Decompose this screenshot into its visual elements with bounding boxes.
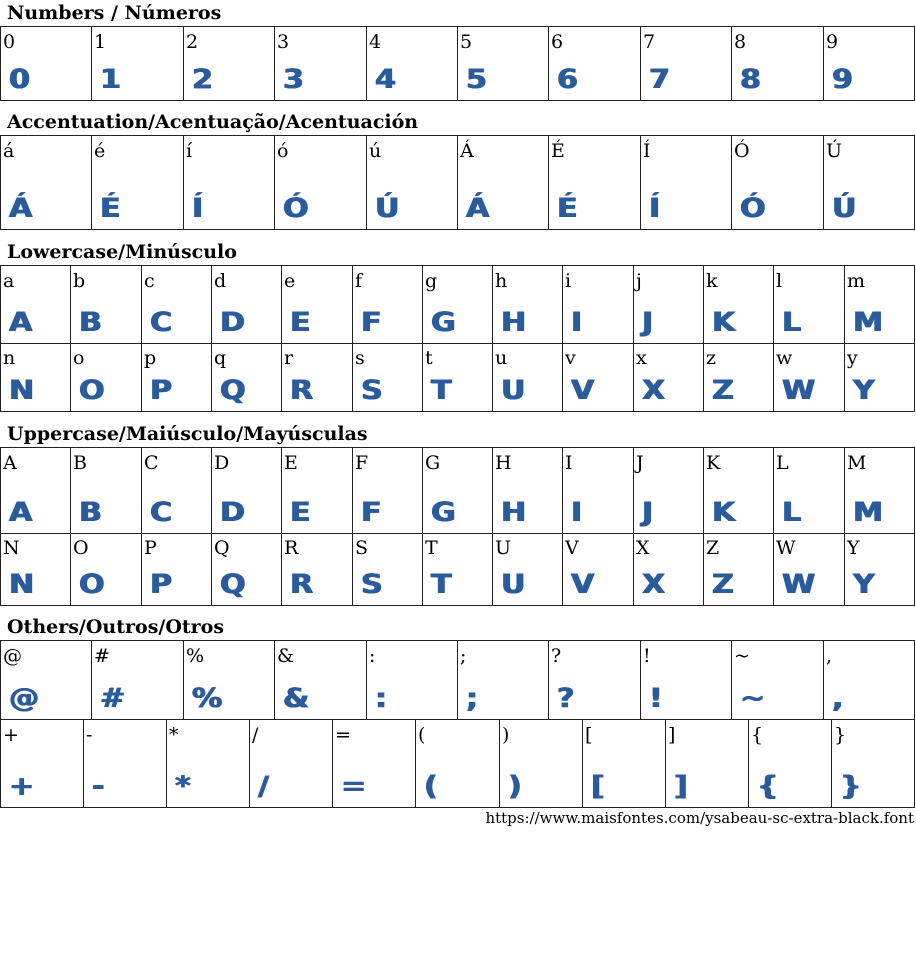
font-glyph-sample: [ <box>591 771 605 802</box>
character-label: 9 <box>826 31 839 53</box>
font-glyph-sample: 7 <box>649 64 671 95</box>
font-glyph-sample: 9 <box>832 64 854 95</box>
character-label: C <box>144 452 159 474</box>
character-label: @ <box>3 645 22 667</box>
font-glyph-sample: K <box>712 307 736 338</box>
glyph-cell <box>583 720 666 807</box>
character-label: X <box>636 537 650 559</box>
font-glyph-sample: Á <box>466 193 490 224</box>
glyph-cell <box>353 448 423 533</box>
glyph-cell <box>92 136 184 229</box>
font-glyph-sample: V <box>571 569 595 600</box>
font-glyph-sample: ] <box>674 771 688 802</box>
glyph-cell <box>71 266 142 343</box>
glyph-cell <box>704 533 774 605</box>
glyph-cell <box>1 448 71 533</box>
character-label: n <box>3 347 16 369</box>
character-label: I <box>565 452 573 474</box>
lowercase-row <box>0 343 915 412</box>
character-label: ? <box>551 645 562 667</box>
glyph-cell <box>282 533 353 605</box>
glyph-cell <box>563 533 634 605</box>
font-glyph-sample: Í <box>649 193 661 224</box>
character-label: d <box>214 270 227 292</box>
font-glyph-sample: Q <box>220 375 246 406</box>
font-glyph-sample: : <box>375 683 388 714</box>
glyph-cell <box>275 136 367 229</box>
glyph-cell <box>212 343 282 411</box>
glyph-cell <box>832 720 915 807</box>
glyph-cell <box>367 136 458 229</box>
character-label: w <box>776 347 793 369</box>
font-glyph-sample: L <box>782 497 802 528</box>
font-glyph-sample: Y <box>853 569 875 600</box>
font-glyph-sample: 1 <box>100 64 122 95</box>
glyph-cell <box>1 27 92 100</box>
character-label: = <box>335 724 351 746</box>
glyph-cell <box>845 266 915 343</box>
character-label: P <box>144 537 157 559</box>
character-label: * <box>169 724 179 746</box>
glyph-cell <box>549 27 641 100</box>
others-title: Others/Outros/Otros <box>7 616 225 638</box>
font-glyph-sample: X <box>642 569 666 600</box>
source-url[interactable]: https://www.maisfontes.com/ysabeau-sc-extra-black.font <box>485 809 914 827</box>
glyph-cell <box>845 533 915 605</box>
font-glyph-sample: Ó <box>283 193 309 224</box>
glyph-cell <box>493 266 563 343</box>
font-glyph-sample: @ <box>9 683 40 714</box>
font-glyph-sample: = <box>341 771 367 802</box>
uppercase-row <box>0 447 915 534</box>
glyph-cell <box>704 448 774 533</box>
font-glyph-sample: E <box>290 307 311 338</box>
glyph-cell <box>749 720 832 807</box>
accents-row <box>0 135 915 230</box>
font-glyph-sample: ? <box>557 683 575 714</box>
font-glyph-sample: M <box>853 307 884 338</box>
glyph-cell <box>84 720 167 807</box>
glyph-cell <box>92 27 184 100</box>
character-label: Á <box>460 140 474 162</box>
uppercase-row <box>0 533 915 606</box>
character-label: ] <box>668 724 676 746</box>
character-label: g <box>425 270 438 292</box>
font-glyph-sample: I <box>571 497 583 528</box>
font-glyph-sample: K <box>712 497 736 528</box>
font-glyph-sample: I <box>571 307 583 338</box>
lowercase-row <box>0 265 915 344</box>
glyph-cell <box>184 136 275 229</box>
glyph-cell <box>549 641 641 719</box>
uppercase-title: Uppercase/Maiúsculo/Mayúsculas <box>7 423 368 445</box>
font-glyph-sample: C <box>150 307 173 338</box>
font-glyph-sample: Á <box>9 193 33 224</box>
font-glyph-sample: + <box>9 771 35 802</box>
glyph-cell <box>704 343 774 411</box>
character-label: U <box>495 537 512 559</box>
others-row <box>0 720 915 808</box>
font-glyph-sample: & <box>283 683 310 714</box>
font-glyph-sample: ; <box>466 683 479 714</box>
glyph-cell <box>92 641 184 719</box>
character-label: 6 <box>551 31 564 53</box>
font-glyph-sample: H <box>501 497 527 528</box>
glyph-cell <box>212 266 282 343</box>
character-label: 7 <box>643 31 656 53</box>
font-glyph-sample: J <box>642 307 654 338</box>
character-label: Ó <box>734 140 750 162</box>
font-glyph-sample: C <box>150 497 173 528</box>
glyph-cell <box>732 641 824 719</box>
glyph-cell <box>641 27 732 100</box>
character-label: E <box>284 452 298 474</box>
character-label: ! <box>643 645 651 667</box>
character-label: 4 <box>369 31 382 53</box>
glyph-cell <box>634 533 704 605</box>
character-label: y <box>847 347 858 369</box>
font-glyph-sample: Ú <box>375 193 400 224</box>
font-glyph-sample: ( <box>424 771 438 802</box>
glyph-cell <box>1 641 92 719</box>
glyph-cell <box>774 533 845 605</box>
glyph-cell <box>563 343 634 411</box>
glyph-cell <box>167 720 250 807</box>
font-glyph-sample: ~ <box>740 683 766 714</box>
character-label: 1 <box>94 31 107 53</box>
font-glyph-sample: % <box>192 683 223 714</box>
font-glyph-sample: O <box>79 569 105 600</box>
font-glyph-sample: Ú <box>832 193 857 224</box>
glyph-cell <box>275 27 367 100</box>
glyph-cell <box>423 448 493 533</box>
character-label: s <box>355 347 365 369</box>
glyph-cell <box>212 533 282 605</box>
glyph-cell <box>824 136 915 229</box>
font-glyph-sample: M <box>853 497 884 528</box>
character-label: p <box>144 347 157 369</box>
font-glyph-sample: R <box>290 375 314 406</box>
font-glyph-sample: , <box>832 683 844 714</box>
font-glyph-sample: F <box>361 307 382 338</box>
character-label: 8 <box>734 31 747 53</box>
character-label: á <box>3 140 15 162</box>
character-label: ; <box>460 645 467 667</box>
character-label: % <box>186 645 205 667</box>
font-glyph-sample: ! <box>649 683 663 714</box>
font-glyph-sample: 6 <box>557 64 579 95</box>
character-label: Í <box>643 140 651 162</box>
font-glyph-sample: F <box>361 497 382 528</box>
glyph-cell <box>333 720 416 807</box>
character-label: Ú <box>826 140 843 162</box>
character-label: 2 <box>186 31 199 53</box>
glyph-cell <box>212 448 282 533</box>
character-label: ) <box>502 724 510 746</box>
font-glyph-sample: } <box>840 771 862 802</box>
font-glyph-sample: G <box>431 497 456 528</box>
font-glyph-sample: { <box>757 771 779 802</box>
font-glyph-sample: ) <box>508 771 522 802</box>
character-label: c <box>144 270 155 292</box>
character-label: G <box>425 452 441 474</box>
font-glyph-sample: 5 <box>466 64 488 95</box>
character-label: : <box>369 645 376 667</box>
character-label: F <box>355 452 369 474</box>
character-label: z <box>706 347 717 369</box>
character-label: e <box>284 270 296 292</box>
glyph-cell <box>416 720 500 807</box>
glyph-cell <box>282 448 353 533</box>
font-glyph-sample: B <box>79 497 103 528</box>
glyph-cell <box>732 136 824 229</box>
font-glyph-sample: U <box>501 375 526 406</box>
glyph-cell <box>774 266 845 343</box>
glyph-cell <box>142 343 212 411</box>
character-label: u <box>495 347 508 369</box>
character-label: 0 <box>3 31 16 53</box>
glyph-cell <box>71 448 142 533</box>
numbers-title: Numbers / Números <box>7 2 222 24</box>
character-label: t <box>425 347 433 369</box>
glyph-cell <box>493 533 563 605</box>
character-label: - <box>86 724 93 746</box>
character-label: i <box>565 270 572 292</box>
character-label: q <box>214 347 227 369</box>
character-label: ( <box>418 724 426 746</box>
character-label: N <box>3 537 20 559</box>
font-glyph-sample: H <box>501 307 527 338</box>
font-glyph-sample: Ó <box>740 193 766 224</box>
character-label: í <box>186 140 193 162</box>
font-glyph-sample: S <box>361 569 383 600</box>
character-label: J <box>636 452 644 474</box>
character-label: ú <box>369 140 382 162</box>
font-glyph-sample: S <box>361 375 383 406</box>
glyph-cell <box>423 343 493 411</box>
font-glyph-sample: D <box>220 497 246 528</box>
font-glyph-sample: E <box>290 497 311 528</box>
glyph-cell <box>774 448 845 533</box>
glyph-cell <box>184 27 275 100</box>
font-glyph-sample: 0 <box>9 64 31 95</box>
character-label: + <box>3 724 19 746</box>
glyph-cell <box>353 266 423 343</box>
font-glyph-sample: T <box>431 569 452 600</box>
character-label: ~ <box>734 645 750 667</box>
glyph-cell <box>549 136 641 229</box>
character-label: l <box>776 270 783 292</box>
glyph-cell <box>666 720 749 807</box>
glyph-cell <box>367 641 458 719</box>
character-label: K <box>706 452 721 474</box>
character-label: & <box>277 645 294 667</box>
glyph-cell <box>458 27 549 100</box>
character-label: a <box>3 270 15 292</box>
font-glyph-sample: T <box>431 375 452 406</box>
character-label: T <box>425 537 438 559</box>
font-glyph-sample: G <box>431 307 456 338</box>
font-glyph-sample: P <box>150 375 173 406</box>
character-label: 3 <box>277 31 290 53</box>
character-label: # <box>94 645 110 667</box>
others-row <box>0 640 915 720</box>
character-label: o <box>73 347 85 369</box>
glyph-cell <box>282 343 353 411</box>
character-label: h <box>495 270 508 292</box>
font-glyph-sample: Z <box>712 375 734 406</box>
font-glyph-sample: R <box>290 569 314 600</box>
font-glyph-sample: W <box>782 569 816 600</box>
glyph-cell <box>71 343 142 411</box>
font-glyph-sample: Y <box>853 375 875 406</box>
glyph-cell <box>824 27 915 100</box>
character-label: f <box>355 270 363 292</box>
character-label: r <box>284 347 294 369</box>
glyph-cell <box>493 343 563 411</box>
glyph-cell <box>563 266 634 343</box>
character-label: R <box>284 537 299 559</box>
glyph-cell <box>423 266 493 343</box>
glyph-cell <box>71 533 142 605</box>
glyph-cell <box>493 448 563 533</box>
font-glyph-sample: J <box>642 497 654 528</box>
font-glyph-sample: 4 <box>375 64 397 95</box>
character-label: ó <box>277 140 289 162</box>
font-glyph-sample: N <box>9 375 35 406</box>
glyph-cell <box>458 136 549 229</box>
glyph-cell <box>563 448 634 533</box>
character-label: W <box>776 537 796 559</box>
font-glyph-sample: U <box>501 569 526 600</box>
glyph-cell <box>845 343 915 411</box>
glyph-cell <box>367 27 458 100</box>
font-glyph-sample: * <box>175 771 191 802</box>
glyph-cell <box>282 266 353 343</box>
glyph-cell <box>458 641 549 719</box>
font-glyph-sample: 2 <box>192 64 214 95</box>
font-glyph-sample: Z <box>712 569 734 600</box>
font-glyph-sample: Í <box>192 193 204 224</box>
font-glyph-sample: D <box>220 307 246 338</box>
font-glyph-sample: 8 <box>740 64 762 95</box>
character-label: x <box>636 347 647 369</box>
character-label: j <box>636 270 642 292</box>
character-label: k <box>706 270 718 292</box>
character-label: Y <box>847 537 860 559</box>
character-label: H <box>495 452 512 474</box>
glyph-cell <box>641 136 732 229</box>
character-label: / <box>252 724 259 746</box>
glyph-cell <box>1 343 71 411</box>
font-glyph-sample: # <box>100 683 126 714</box>
character-label: L <box>776 452 789 474</box>
character-label: , <box>826 645 833 667</box>
character-label: 5 <box>460 31 473 53</box>
character-label: { <box>751 724 764 746</box>
font-glyph-sample: Q <box>220 569 246 600</box>
font-glyph-sample: 3 <box>283 64 305 95</box>
font-glyph-sample: É <box>100 193 121 224</box>
font-glyph-sample: X <box>642 375 666 406</box>
glyph-cell <box>1 533 71 605</box>
character-label: B <box>73 452 87 474</box>
glyph-cell <box>641 641 732 719</box>
glyph-cell <box>704 266 774 343</box>
font-glyph-sample: - <box>92 771 105 802</box>
font-glyph-sample: A <box>9 307 33 338</box>
glyph-cell <box>500 720 583 807</box>
character-label: V <box>565 537 579 559</box>
glyph-cell <box>142 266 212 343</box>
glyph-cell <box>1 136 92 229</box>
numbers-row <box>0 26 915 101</box>
character-label: b <box>73 270 86 292</box>
character-label: m <box>847 270 866 292</box>
glyph-cell <box>353 343 423 411</box>
glyph-cell <box>774 343 845 411</box>
character-label: é <box>94 140 106 162</box>
font-glyph-sample: L <box>782 307 802 338</box>
glyph-cell <box>634 266 704 343</box>
font-glyph-sample: A <box>9 497 33 528</box>
glyph-cell <box>142 448 212 533</box>
character-label: Q <box>214 537 230 559</box>
glyph-cell <box>184 641 275 719</box>
glyph-cell <box>732 27 824 100</box>
lowercase-title: Lowercase/Minúsculo <box>7 241 237 263</box>
font-glyph-sample: B <box>79 307 103 338</box>
glyph-cell <box>142 533 212 605</box>
glyph-cell <box>353 533 423 605</box>
font-glyph-sample: O <box>79 375 105 406</box>
glyph-cell <box>634 448 704 533</box>
glyph-cell <box>275 641 367 719</box>
font-glyph-sample: P <box>150 569 173 600</box>
glyph-cell <box>824 641 915 719</box>
character-label: Z <box>706 537 720 559</box>
font-glyph-sample: W <box>782 375 816 406</box>
font-glyph-sample: É <box>557 193 578 224</box>
character-label: A <box>3 452 17 474</box>
font-glyph-sample: V <box>571 375 595 406</box>
character-label: É <box>551 140 565 162</box>
glyph-cell <box>634 343 704 411</box>
font-glyph-sample: / <box>258 771 270 802</box>
character-label: } <box>834 724 847 746</box>
character-label: D <box>214 452 230 474</box>
glyph-cell <box>1 266 71 343</box>
glyph-cell <box>845 448 915 533</box>
character-label: M <box>847 452 867 474</box>
accents-title: Accentuation/Acentuação/Acentuación <box>7 111 419 133</box>
glyph-cell <box>423 533 493 605</box>
font-glyph-sample: N <box>9 569 35 600</box>
character-label: [ <box>585 724 593 746</box>
character-label: O <box>73 537 89 559</box>
glyph-cell <box>1 720 84 807</box>
character-label: S <box>355 537 369 559</box>
glyph-cell <box>250 720 333 807</box>
character-label: v <box>565 347 576 369</box>
